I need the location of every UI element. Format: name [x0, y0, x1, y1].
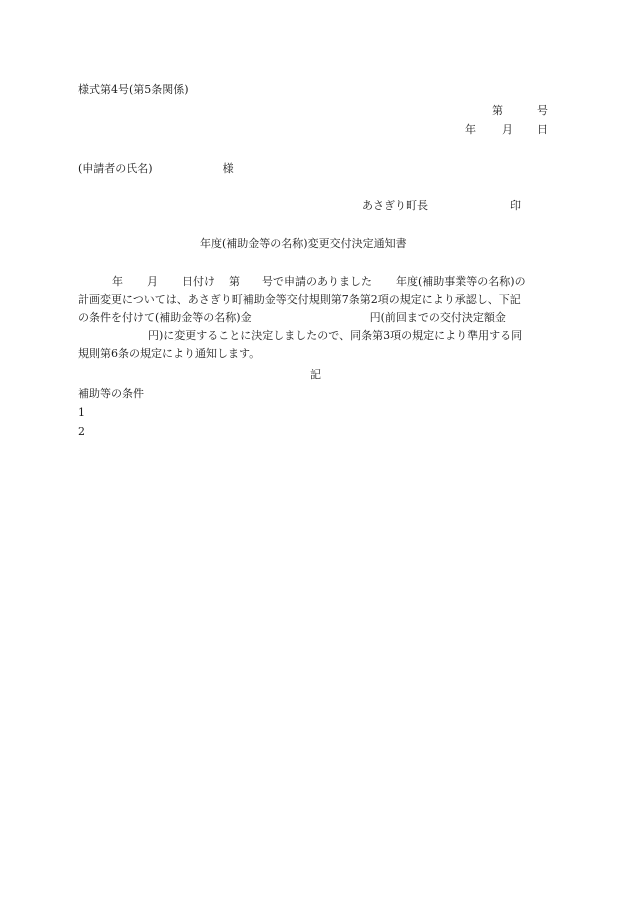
issue-date-line — [465, 123, 548, 137]
notice-body — [78, 273, 550, 363]
number-prefix: 第 — [492, 104, 503, 117]
form-number: 様式第4号(第5条関係) — [78, 83, 189, 96]
document-number-line — [492, 104, 548, 118]
date-day-label: 日 — [537, 123, 548, 136]
condition-item-1: 1 — [78, 406, 85, 419]
seal-mark: 印 — [510, 199, 521, 212]
issuer-name: あさぎり町長 — [362, 199, 428, 212]
document-title: 年度(補助金等の名称)変更交付決定通知書 — [200, 237, 407, 250]
body-line-5: 規則第6条の規定により通知します。 — [78, 347, 261, 360]
body-line-4: 円)に変更することに決定しましたので、同条第3項の規定により準用する同 — [148, 329, 523, 342]
recipient-honorific: 様 — [222, 162, 234, 175]
body-line-3: の条件を付けて(補助金等の名称)金 円(前回までの交付決定額金 — [78, 311, 506, 324]
ki-heading: 記 — [310, 368, 321, 381]
number-suffix: 号 — [537, 104, 548, 117]
date-year-label: 年 — [465, 123, 476, 136]
body-line-2: 計画変更については、あさぎり町補助金等交付規則第7条第2項の規定により承認し、下記 — [78, 293, 521, 306]
issuer-line — [362, 199, 521, 213]
recipient-line — [78, 162, 234, 176]
body-line-1: 年 月 日付け 第 号で申請のありました 年度(補助事業等の名称)の — [112, 275, 526, 288]
date-month-label: 月 — [502, 123, 513, 136]
conditions-heading: 補助等の条件 — [78, 387, 144, 400]
recipient-name: (申請者の氏名) — [78, 162, 153, 175]
condition-item-2: 2 — [78, 425, 85, 438]
